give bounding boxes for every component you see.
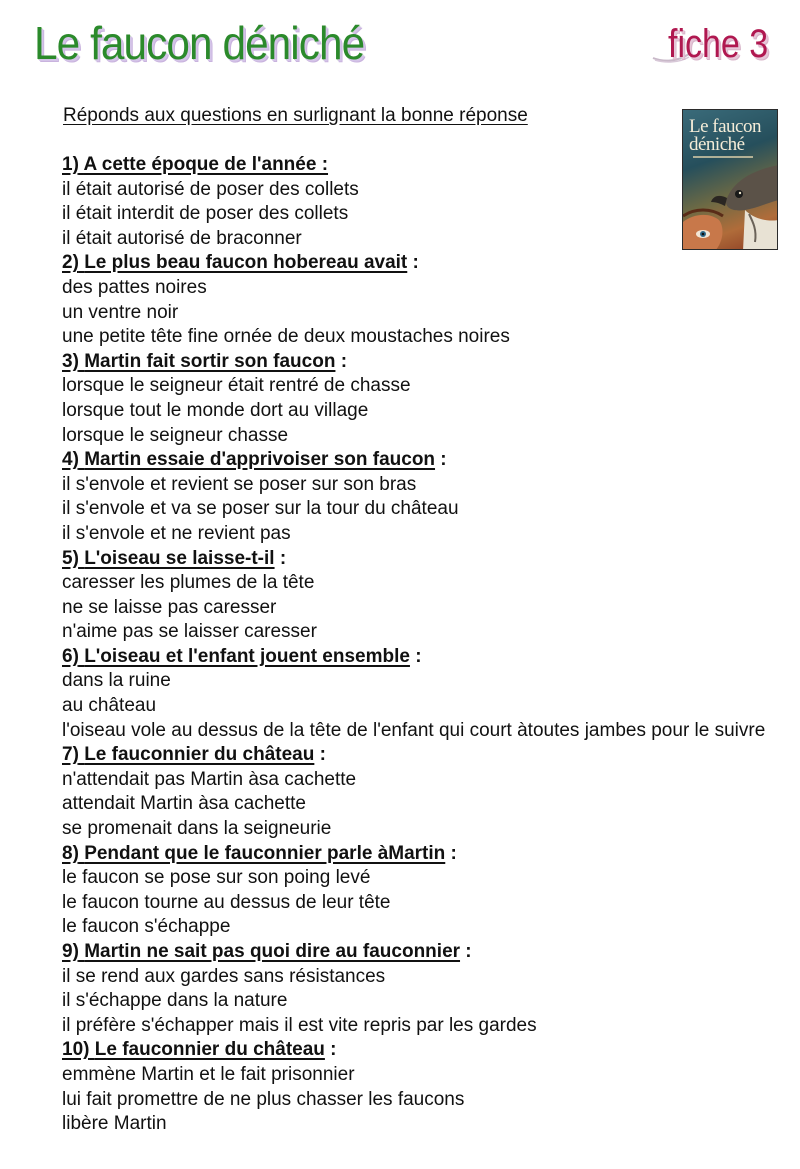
answer-option[interactable]: il préfère s'échapper mais il est vite repris par les gardes bbox=[62, 1014, 537, 1036]
answer-option[interactable]: il s'envole et ne revient pas bbox=[62, 522, 291, 544]
book-cover-title: Le faucon déniché bbox=[689, 116, 761, 155]
answer-option[interactable]: le faucon tourne au dessus de leur tête bbox=[62, 891, 391, 913]
answer-option[interactable]: il se rend aux gardes sans résistances bbox=[62, 965, 386, 987]
answer-option[interactable]: n'attendait pas Martin àsa cachette bbox=[62, 768, 357, 790]
question-title: 8) Pendant que le fauconnier parle àMartin : bbox=[62, 842, 457, 864]
instructions-text: Réponds aux questions en surlignant la bonne réponse bbox=[63, 105, 528, 126]
question-title: 4) Martin essaie d'apprivoiser son faucon : bbox=[62, 449, 447, 471]
question-title: 3) Martin fait sortir son faucon : bbox=[62, 350, 348, 372]
answer-option[interactable]: attendait Martin àsa cachette bbox=[62, 793, 306, 815]
question-2 bbox=[62, 251, 762, 349]
answer-option[interactable]: il s'envole et revient se poser sur son bras bbox=[62, 473, 417, 495]
question-title: 7) Le fauconnier du château : bbox=[62, 744, 326, 766]
answer-option[interactable]: au château bbox=[62, 695, 157, 717]
question-title: 9) Martin ne sait pas quoi dire au fauconnier : bbox=[62, 941, 472, 962]
answer-option[interactable]: n'aime pas se laisser caresser bbox=[62, 621, 317, 643]
question-8 bbox=[62, 842, 762, 940]
answer-option[interactable]: lorsque le seigneur était rentré de chasse bbox=[62, 375, 411, 397]
answer-option[interactable]: le faucon se pose sur son poing levé bbox=[62, 867, 371, 889]
question-5 bbox=[62, 547, 762, 645]
worksheet-title: Le faucon déniché bbox=[34, 17, 365, 69]
question-10 bbox=[62, 1038, 762, 1136]
answer-option[interactable]: ne se laisse pas caresser bbox=[62, 596, 277, 618]
question-title: 1) A cette époque de l'année : bbox=[62, 154, 329, 175]
answer-option[interactable]: il était autorisé de poser des collets bbox=[62, 178, 359, 200]
answer-option[interactable]: il s'envole et va se poser sur la tour du château bbox=[62, 498, 459, 520]
answer-option[interactable]: lorsque tout le monde dort au village bbox=[62, 399, 369, 421]
answer-option[interactable]: l'oiseau vole au dessus de la tête de l'enfant qui court àtoutes jambes pour le suivre bbox=[62, 719, 766, 741]
answer-option[interactable]: un ventre noir bbox=[62, 301, 179, 323]
question-4 bbox=[62, 448, 762, 546]
answer-option[interactable]: une petite tête fine ornée de deux moustaches noires bbox=[62, 326, 510, 348]
answer-option[interactable]: emmène Martin et le fait prisonnier bbox=[62, 1063, 355, 1085]
answer-option[interactable]: il était interdit de poser des collets bbox=[62, 203, 349, 225]
answer-option[interactable]: libère Martin bbox=[62, 1113, 167, 1135]
question-7 bbox=[62, 743, 762, 841]
answer-option[interactable]: il s'échappe dans la nature bbox=[62, 990, 288, 1012]
answer-option[interactable]: dans la ruine bbox=[62, 670, 171, 692]
question-title: 10) Le fauconnier du château : bbox=[62, 1039, 337, 1061]
question-1 bbox=[62, 153, 762, 251]
answer-option[interactable]: il était autorisé de braconner bbox=[62, 227, 302, 249]
question-title: 6) L'oiseau et l'enfant jouent ensemble : bbox=[62, 645, 422, 667]
answer-option[interactable]: lui fait promettre de ne plus chasser les faucons bbox=[62, 1088, 465, 1110]
question-6 bbox=[62, 645, 766, 743]
question-3 bbox=[62, 350, 762, 448]
answer-option[interactable]: lorsque le seigneur chasse bbox=[62, 424, 289, 446]
question-title: 2) Le plus beau faucon hobereau avait : bbox=[62, 252, 419, 274]
answer-option[interactable]: se promenait dans la seigneurie bbox=[62, 818, 332, 840]
question-9 bbox=[62, 940, 762, 1038]
question-title: 5) L'oiseau se laisse-t-il : bbox=[62, 547, 287, 569]
answer-option[interactable]: caresser les plumes de la tête bbox=[62, 572, 315, 594]
fiche-number: fiche 3 bbox=[668, 22, 769, 66]
answer-option[interactable]: des pattes noires bbox=[62, 276, 207, 298]
questions-list bbox=[62, 153, 766, 1137]
answer-option[interactable]: le faucon s'échappe bbox=[62, 916, 231, 938]
